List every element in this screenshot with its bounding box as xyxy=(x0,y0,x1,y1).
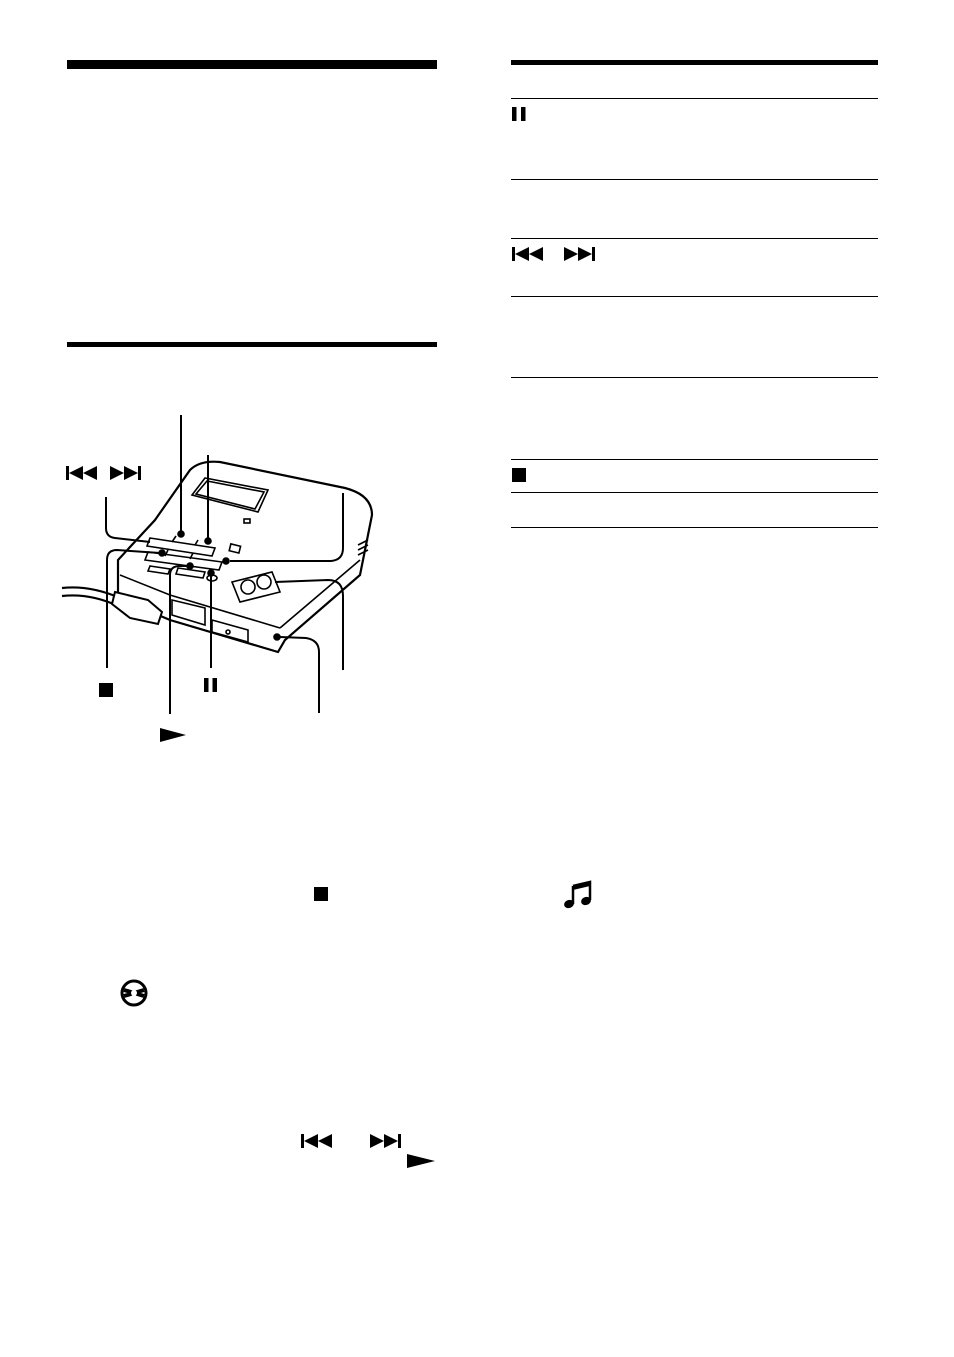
table-row-divider xyxy=(511,296,878,297)
section-heading-rule-2 xyxy=(67,342,437,347)
callout-stop-icon xyxy=(98,682,114,698)
right-heading-rule xyxy=(511,60,878,65)
table-stop-icon xyxy=(512,468,526,482)
inline-play-icon xyxy=(407,1154,435,1168)
table-row-divider xyxy=(511,98,878,99)
table-row-divider xyxy=(511,238,878,239)
table-row-divider xyxy=(511,377,878,378)
section-heading-rule-1 xyxy=(67,60,437,69)
callout-pause-icon xyxy=(203,677,219,693)
inline-stop-icon xyxy=(314,887,328,901)
table-row-divider xyxy=(511,459,878,460)
inline-prev-track-icon xyxy=(301,1133,335,1149)
table-row-divider xyxy=(511,527,878,528)
table-row-divider xyxy=(511,492,878,493)
disc-icon xyxy=(119,978,149,1008)
table-prev-next-icon xyxy=(512,247,600,261)
callout-play-icon xyxy=(160,728,186,742)
music-note-icon xyxy=(562,880,594,910)
player-illustration xyxy=(60,410,380,750)
callout-prev-next-icon xyxy=(66,464,146,482)
table-pause-icon xyxy=(512,107,526,121)
table-row-divider xyxy=(511,179,878,180)
inline-next-track-icon xyxy=(370,1133,404,1149)
